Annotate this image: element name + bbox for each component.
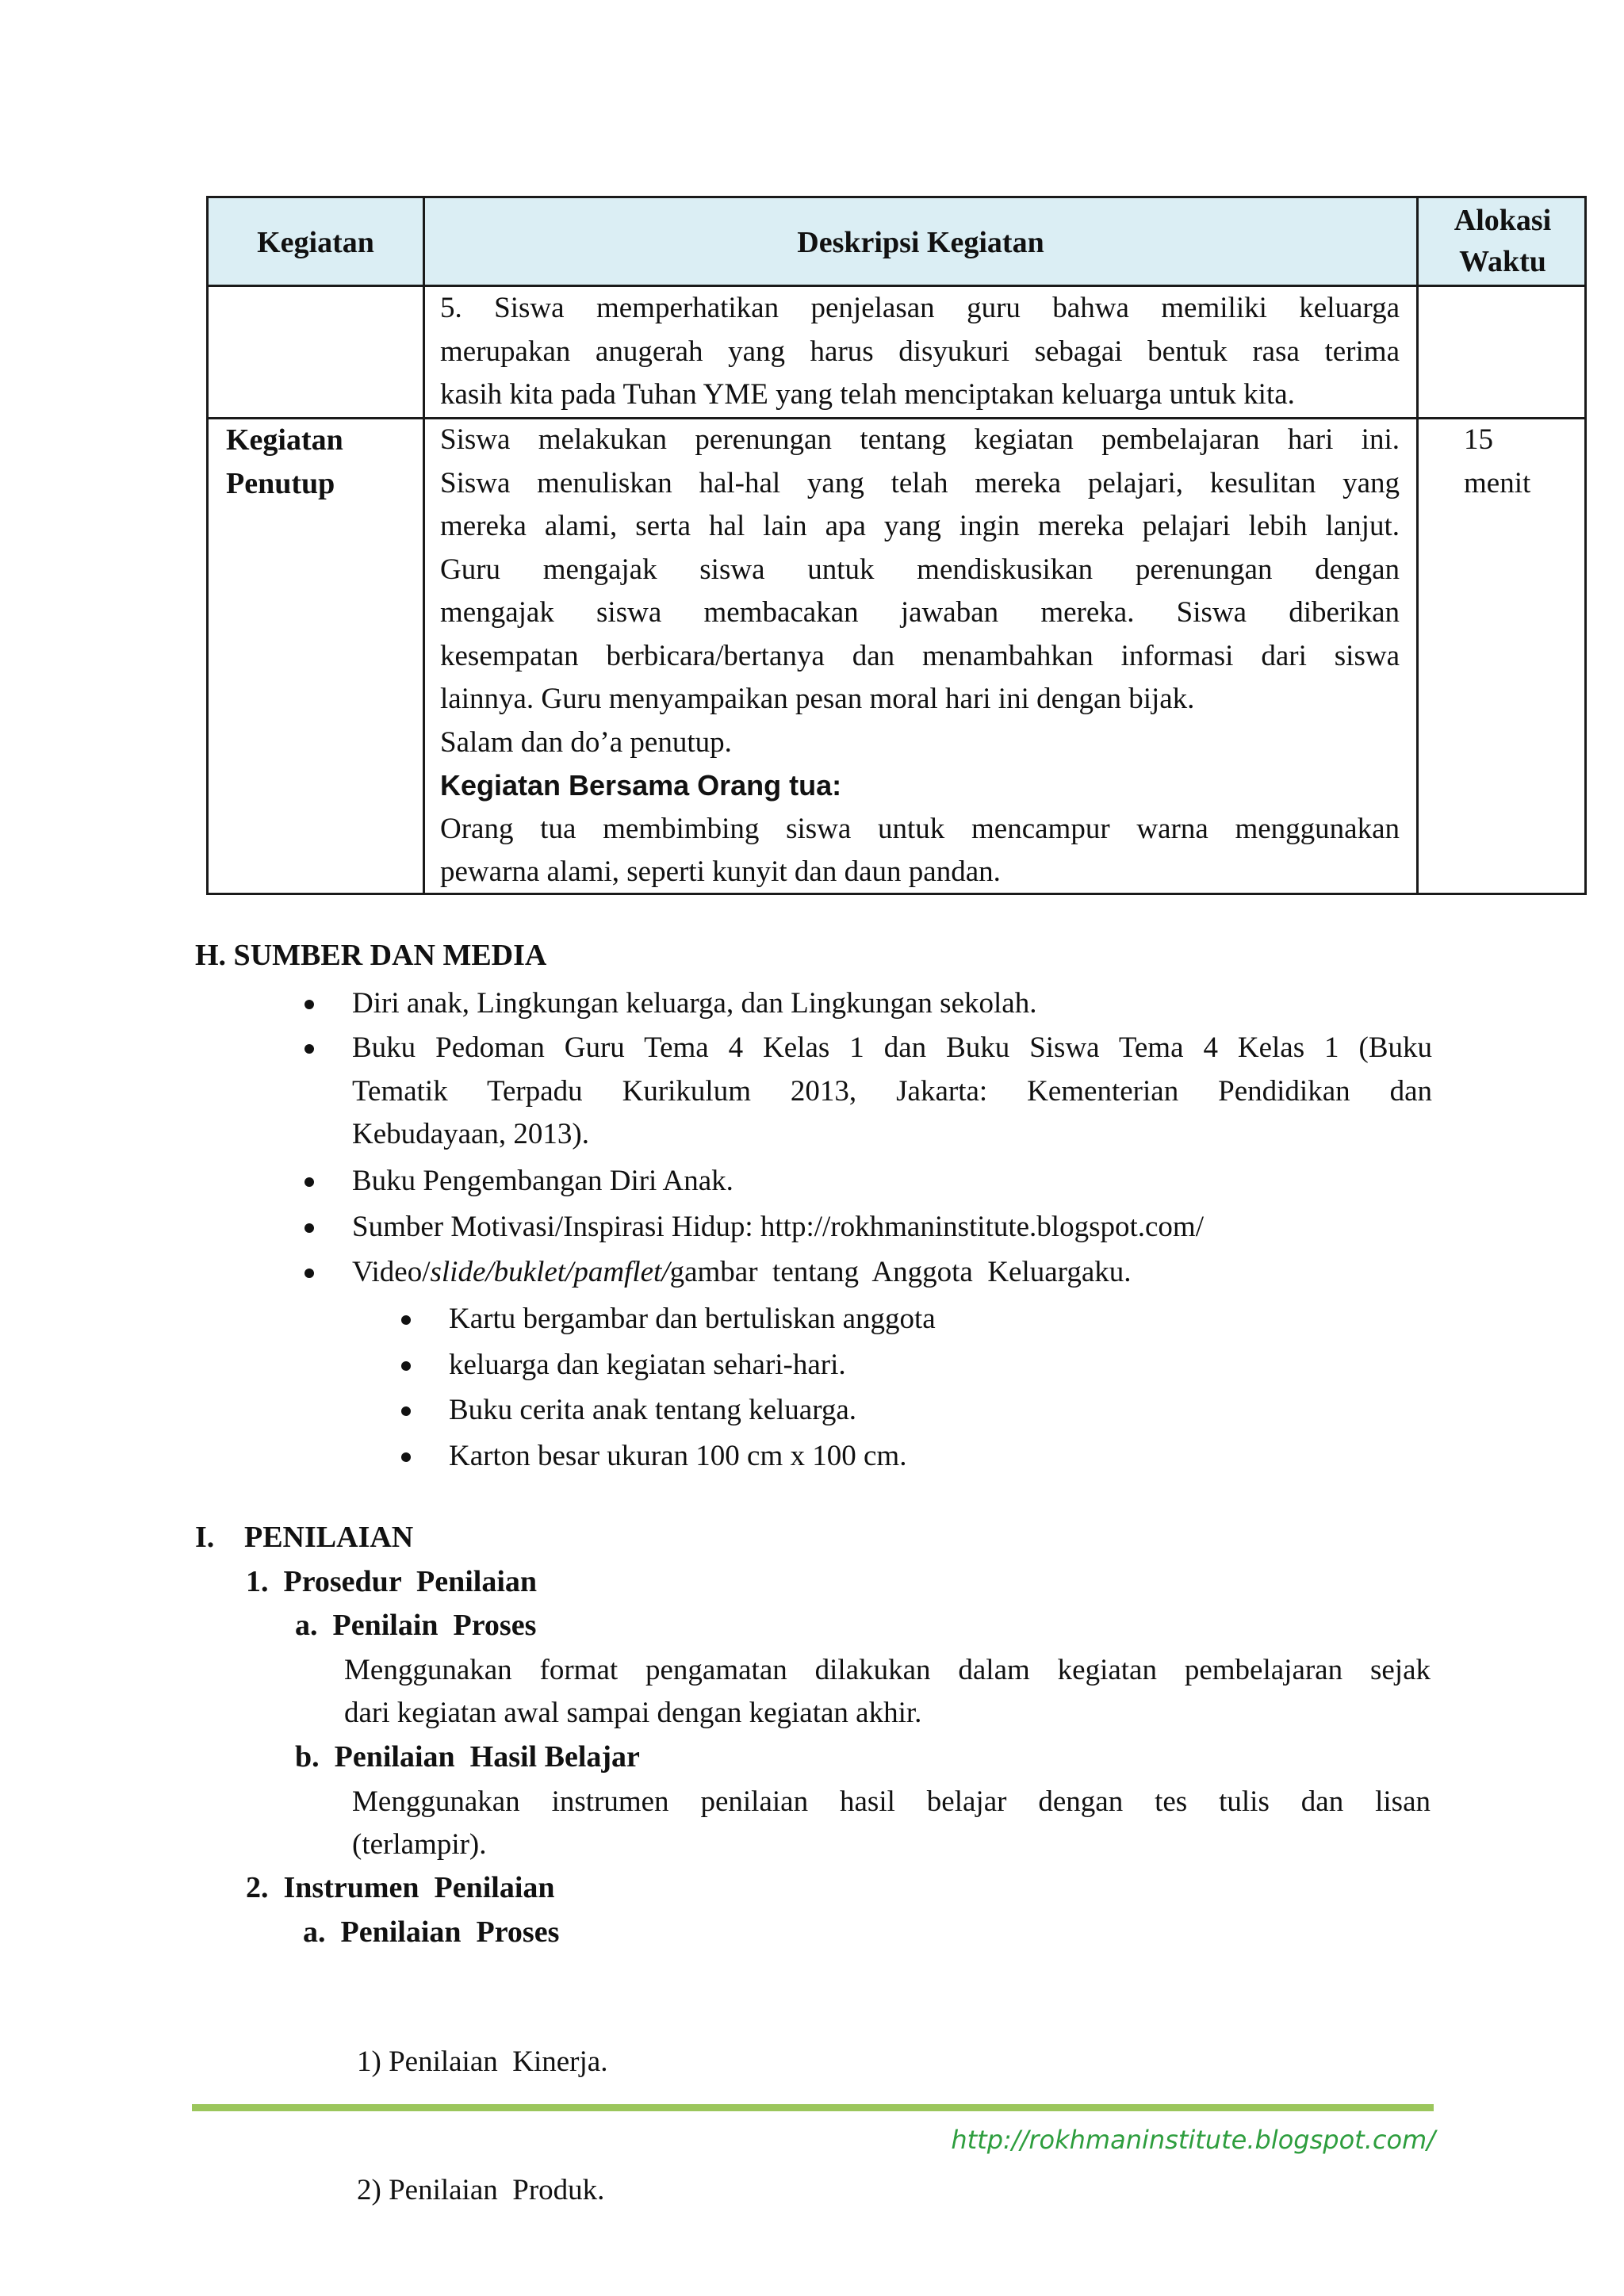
bullet-icon <box>401 1361 411 1371</box>
row2-line: lainnya. Guru menyampaikan pesan moral hari ini dengan bijak. <box>440 683 1195 715</box>
row2-line: Siswa melakukan perenungan tentang kegiatan pembelajaran hari ini. <box>440 423 1400 456</box>
sub-list-item: Kartu bergambar dan bertuliskan anggota <box>449 1303 936 1335</box>
paragraph-line: Menggunakan format pengamatan dilakukan dalam kegiatan pembelajaran sejak <box>344 1654 1431 1686</box>
list-item <box>352 1027 1432 1156</box>
paragraph-line: Menggunakan instrumen penilaian hasil belajar dengan tes tulis dan lisan <box>352 1785 1431 1818</box>
row2-line: kesempatan berbicara/bertanya dan menambahkan informasi dari siswa <box>440 639 1400 672</box>
section-h-title: H. SUMBER DAN MEDIA <box>195 939 547 972</box>
row2-kegiatan-line2: Penutup <box>226 466 335 500</box>
list-item: Buku Pengembangan Diri Anak. <box>352 1165 733 1197</box>
row2-sub-line: pewarna alami, seperti kunyit dan daun pandan. <box>440 855 1001 888</box>
list-item <box>352 1251 1132 1294</box>
row2-alokasi-unit: menit <box>1464 466 1531 499</box>
bullet-icon <box>304 1000 314 1009</box>
row2-line: Siswa menuliskan hal-hal yang telah mereka pelajari, kesulitan yang <box>440 466 1400 499</box>
bullet-icon <box>304 1177 314 1187</box>
column-divider <box>423 198 425 893</box>
header-alokasi <box>1419 200 1587 282</box>
footer-divider <box>192 2104 1434 2111</box>
bullet-icon <box>401 1315 411 1325</box>
paragraph-line: dari kegiatan awal sampai dengan kegiatan akhir. <box>344 1697 922 1729</box>
process-assessment-text <box>344 1649 1431 1735</box>
bullet-icon <box>304 1223 314 1233</box>
row2-line: Guru mengajak siswa untuk mendiskusikan perenungan dengan <box>440 553 1400 586</box>
section-i-title: PENILAIAN <box>244 1521 414 1554</box>
section-i-letter: I. <box>195 1521 215 1554</box>
row2-kegiatan <box>226 419 343 505</box>
sub-list-item: Buku cerita anak tentang keluarga. <box>449 1394 857 1426</box>
activity-table <box>206 196 1587 895</box>
row1-description <box>440 287 1400 417</box>
list-item-prefix: Video/ <box>352 1256 431 1288</box>
result-assessment-text <box>352 1781 1431 1866</box>
row2-line: mengajak siswa membacakan jawaban mereka. Siswa diberikan <box>440 596 1400 629</box>
row1-line: 5. Siswa memperhatikan penjelasan guru bahwa memiliki keluarga <box>440 292 1400 324</box>
column-divider <box>1416 198 1419 893</box>
footer-link[interactable]: http://rokhmaninstitute.blogspot.com/ <box>951 2125 1435 2155</box>
sub-list-item: Karton besar ukuran 100 cm x 100 cm. <box>449 1440 907 1472</box>
bullet-icon <box>304 1044 314 1054</box>
row2-sub-line: Orang tua membimbing siswa untuk mencampur warna menggunakan <box>440 812 1400 845</box>
row2-description <box>440 419 1400 894</box>
header-deskripsi: Deskripsi Kegiatan <box>797 226 1044 259</box>
list-item: Diri anak, Lingkungan keluarga, dan Lingkungan sekolah. <box>352 987 1037 1020</box>
sub-list-item: keluarga dan kegiatan sehari-hari. <box>449 1349 846 1381</box>
list-item-suffix: gambar tentang Anggota Keluargaku. <box>669 1256 1132 1288</box>
row2-line: mereka alami, serta hal lain apa yang ingin mereka pelajari lebih lanjut. <box>440 510 1400 542</box>
header-kegiatan: Kegiatan <box>257 226 374 259</box>
row1-line: merupakan anugerah yang harus disyukuri sebagai bentuk rasa terima <box>440 335 1400 368</box>
row2-subheading: Kegiatan Bersama Orang tua: <box>440 769 842 802</box>
bullet-icon <box>304 1269 314 1278</box>
list-item-line <box>352 1070 1432 1114</box>
row2-alokasi <box>1464 419 1530 505</box>
header-alokasi-line2: Waktu <box>1459 245 1546 278</box>
list-item-line <box>352 1027 1432 1070</box>
bullet-icon <box>401 1406 411 1416</box>
paragraph-line: (terlampir). <box>352 1828 487 1861</box>
row2-alokasi-value: 15 <box>1464 423 1493 456</box>
procedure-heading: 1. Prosedur Penilaian <box>246 1565 538 1598</box>
row2-kegiatan-line1: Kegiatan <box>226 423 343 457</box>
row2-line: Salam dan do’a penutup. <box>440 725 732 759</box>
list-item-text: Buku Pedoman Guru Tema 4 Kelas 1 dan Buku Siswa Tema 4 Kelas 1 (Buku <box>352 1031 1432 1064</box>
header-alokasi-line1: Alokasi <box>1454 204 1552 237</box>
list-item-text: Tematik Terpadu Kurikulum 2013, Jakarta: Kementerian Pendidikan dan <box>352 1074 1432 1108</box>
row1-line: kasih kita pada Tuhan YME yang telah menciptakan keluarga untuk kita. <box>440 378 1295 411</box>
result-assessment-heading: b. Penilaian Hasil Belajar <box>295 1740 640 1774</box>
instrument-heading: 2. Instrumen Penilaian <box>246 1871 555 1904</box>
list-item: Sumber Motivasi/Inspirasi Hidup: http://rokhmaninstitute.blogspot.com/ <box>352 1211 1204 1243</box>
instrument-list-item: 1) Penilaian Kinerja. <box>357 2045 608 2078</box>
process-assessment-heading: a. Penilain Proses <box>295 1609 537 1642</box>
list-item-italic: slide/buklet/pamflet/ <box>430 1256 670 1288</box>
instrument-list-item: 2) Penilaian Produk. <box>357 2174 605 2206</box>
instrument-process-heading: a. Penilaian Proses <box>303 1915 560 1949</box>
bullet-icon <box>401 1452 411 1462</box>
list-item-text: Kebudayaan, 2013). <box>352 1118 589 1150</box>
